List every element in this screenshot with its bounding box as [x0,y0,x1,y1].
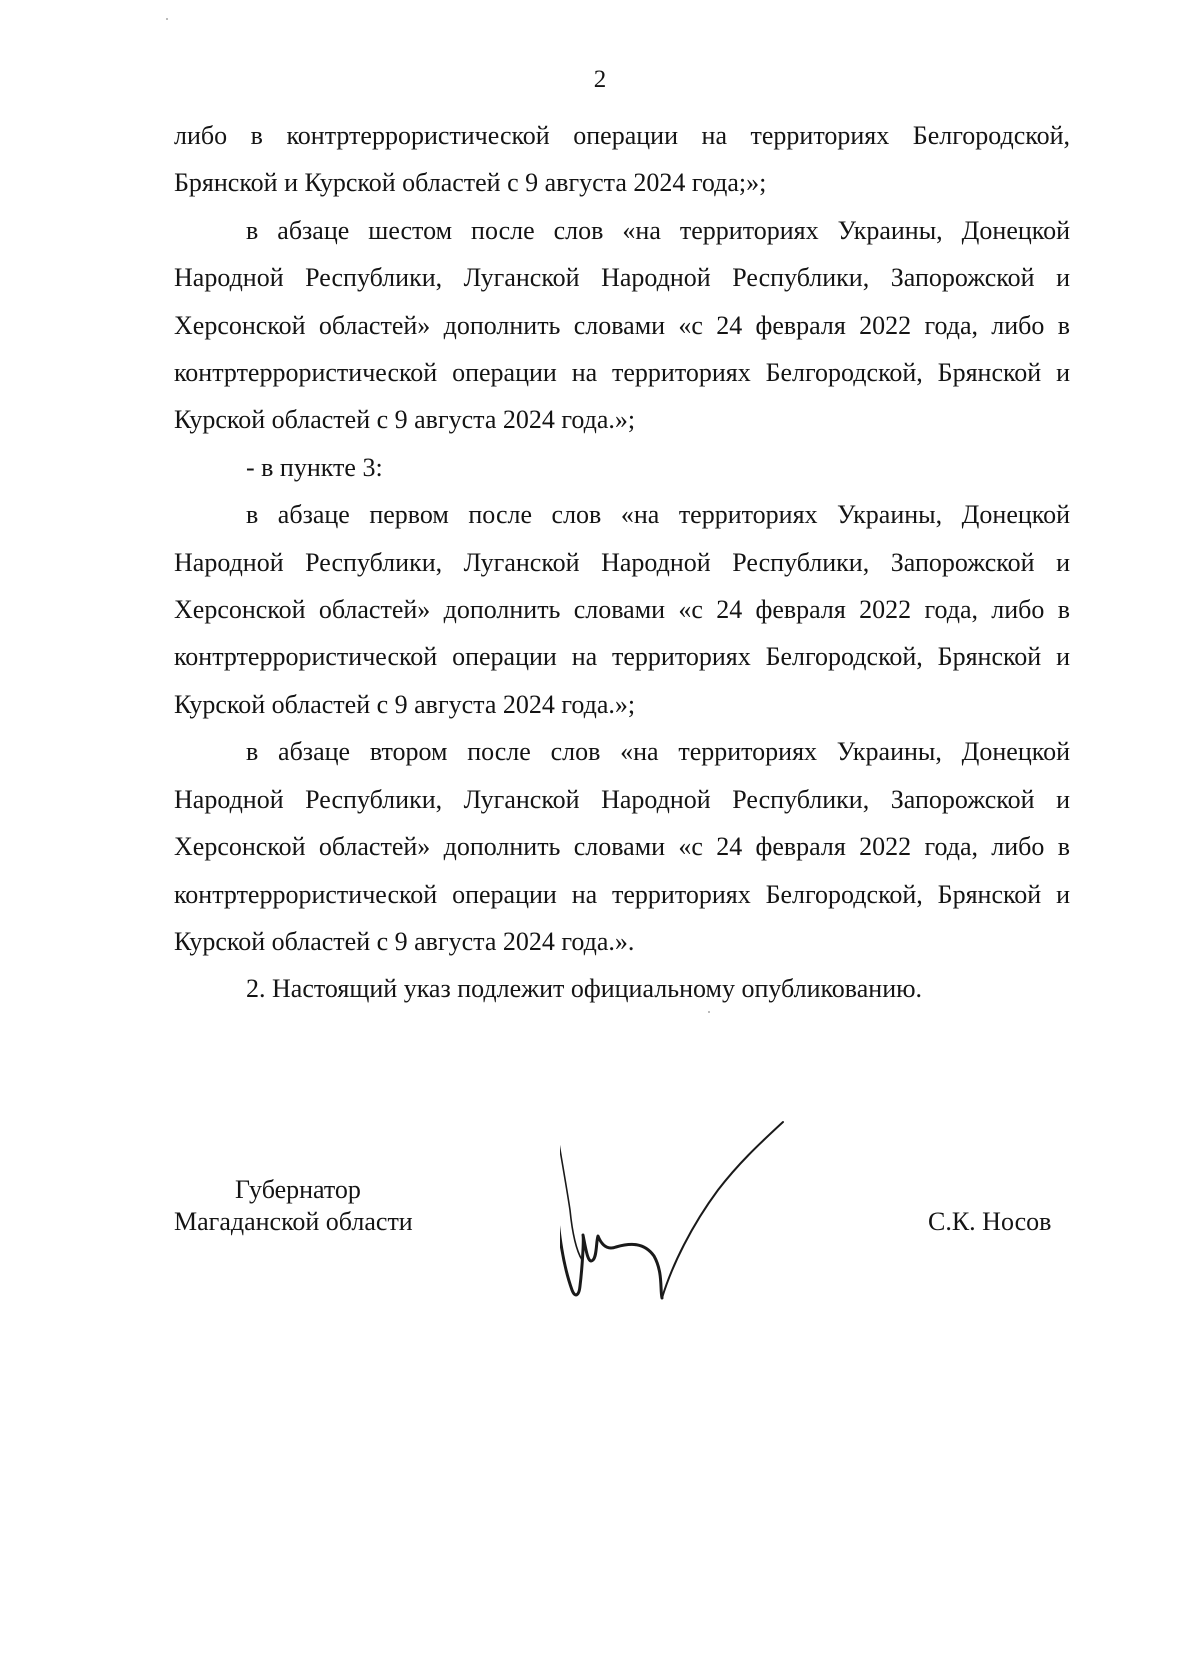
paragraph-amendment-first-abzac: в абзаце первом после слов «на территориях Украины, Донецкой Народной Республики, Луганской Народной Республики, Запорожской и Херсонской областей» дополнить словами «с 24 февраля 2022 года, либо в контртеррористической операции на территориях Белгородской, Брянской и Курской областей с 9 августа 2024 года.»; [174,500,1070,719]
signatory-title [174,1174,474,1238]
scan-speck [708,1011,710,1013]
signatory-title-line2: Магаданской области [174,1207,413,1236]
signature-main-stroke [560,1060,662,1298]
paragraph-publication-clause: 2. Настоящий указ подлежит официальному опубликованию. [246,974,923,1004]
scan-speck [166,18,168,20]
paragraph-amendment-sixth-abzac: в абзаце шестом после слов «на территориях Украины, Донецкой Народной Республики, Луганской Народной Республики, Запорожской и Херсонской областей» дополнить словами «с 24 февраля 2022 года, либо в контртеррористической операции на территориях Белгородской, Брянской и Курской областей с 9 августа 2024 года.»; [174,215,1070,435]
paragraph-continuation: либо в контртеррористической операции на территориях Белгородской, Брянской и Курской областей с 9 августа 2024 года;»; [174,121,1070,198]
signatory-name: С.К. Носов [928,1207,1052,1236]
signature-sweep-stroke [662,1122,783,1298]
paragraph-amendment-second-abzac: в абзаце втором после слов «на территориях Украины, Донецкой Народной Республики, Луганской Народной Республики, Запорожской и Херсонской областей» дополнить словами «с 24 февраля 2022 года, либо в контртеррористической операции на территориях Белгородской, Брянской и Курской областей с 9 августа 2024 года.». [174,737,1070,956]
handwritten-signature [560,1060,840,1320]
document-body [174,112,1070,1013]
paragraph-punkt-3-heading: - в пункте 3: [246,452,383,482]
signatory-title-line1: Губернатор [235,1175,361,1204]
page-number: 2 [593,66,607,93]
signature-inner-loop [560,1070,582,1260]
